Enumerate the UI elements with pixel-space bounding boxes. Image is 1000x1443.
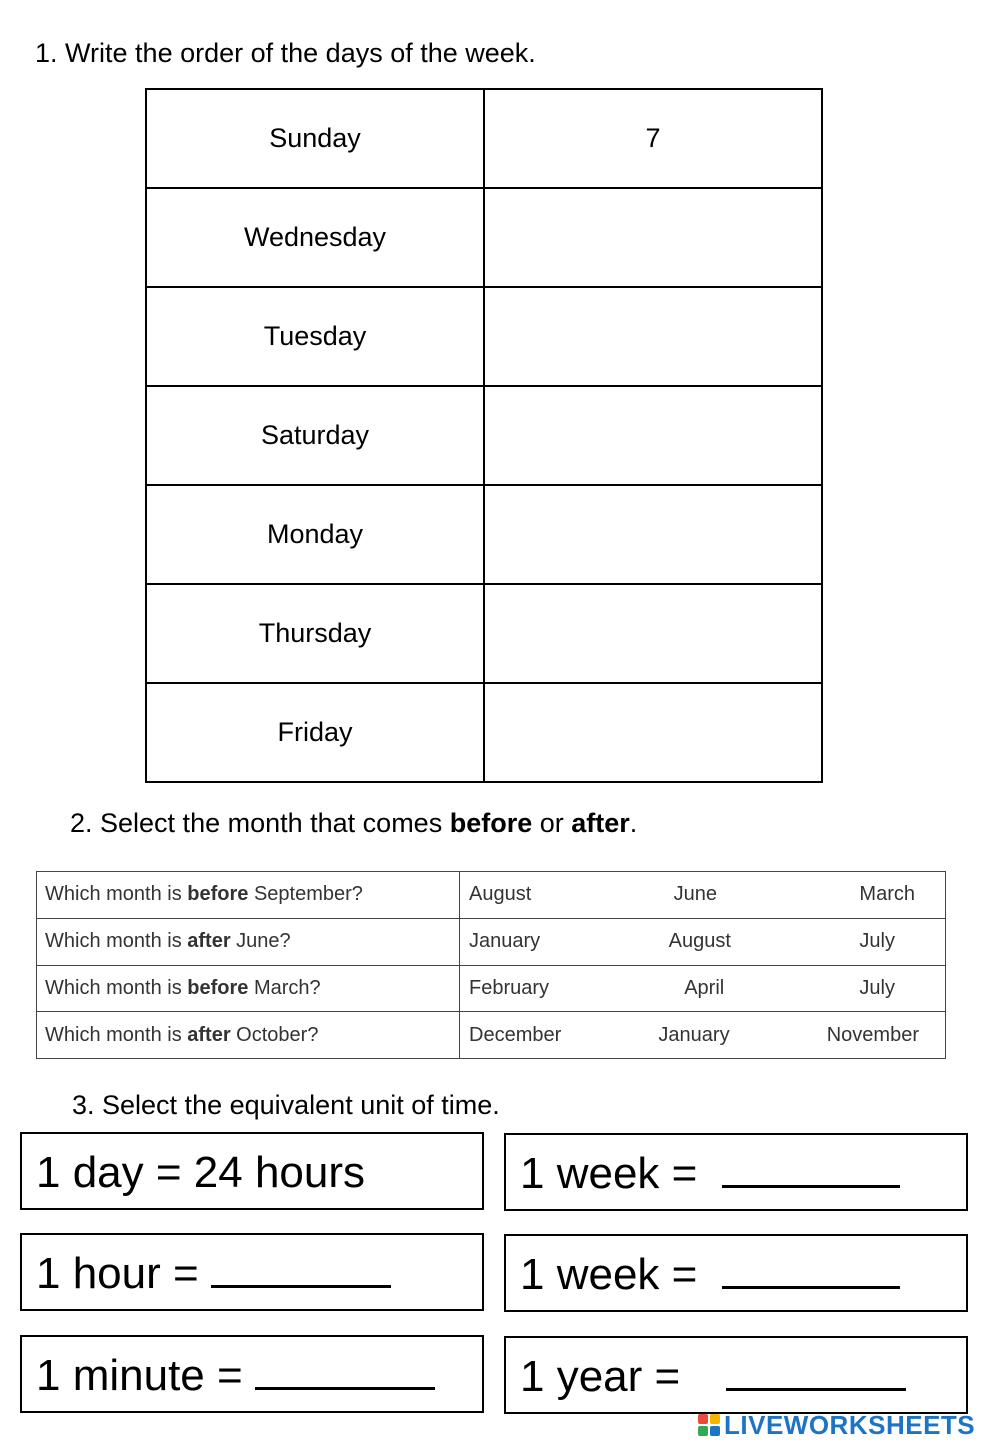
options-cell (460, 872, 946, 919)
answer-blank[interactable] (726, 1354, 906, 1391)
logo-block (698, 1414, 708, 1424)
day-cell: Sunday (146, 89, 484, 188)
question-keyword: after (187, 1023, 231, 1046)
unit-box (20, 1132, 484, 1210)
day-cell: Monday (146, 485, 484, 584)
answer-blank[interactable] (255, 1353, 435, 1390)
table-row (146, 683, 822, 782)
day-cell: Thursday (146, 584, 484, 683)
month-option[interactable]: February (469, 976, 550, 999)
days-table (145, 88, 823, 783)
table-row (146, 287, 822, 386)
day-cell: Wednesday (146, 188, 484, 287)
month-option[interactable]: July (859, 930, 895, 953)
logo-block (698, 1426, 708, 1436)
logo-block (710, 1426, 720, 1436)
answer-blank[interactable] (211, 1251, 391, 1288)
section2-title-end: . (629, 808, 638, 838)
unit-box (20, 1233, 484, 1311)
question-text: Which month is (45, 883, 188, 906)
answer-cell: 7 (484, 89, 822, 188)
answer-blank[interactable] (722, 1252, 900, 1289)
question-cell (37, 1012, 460, 1059)
unit-box-label: 1 minute = (36, 1351, 255, 1400)
answer-cell[interactable] (484, 485, 822, 584)
unit-box (504, 1234, 968, 1312)
question-keyword: before (187, 976, 249, 999)
answer-blank[interactable] (722, 1151, 900, 1188)
section3-title: 3. Select the equivalent unit of time. (72, 1090, 500, 1120)
month-option[interactable]: July (859, 976, 895, 999)
unit-box-label: 1 week = (520, 1149, 710, 1198)
month-option[interactable]: August (668, 930, 731, 953)
month-option[interactable]: June (673, 883, 718, 906)
answer-cell[interactable] (484, 683, 822, 782)
answer-cell[interactable] (484, 584, 822, 683)
answer-cell[interactable] (484, 188, 822, 287)
month-option[interactable]: August (469, 883, 532, 906)
logo-text: LIVEWORKSHEETS (724, 1409, 976, 1440)
logo-block (710, 1414, 720, 1424)
question-text: Which month is (45, 1023, 188, 1046)
section2-title-before: before (449, 808, 533, 838)
table-row (146, 584, 822, 683)
answer-input[interactable] (485, 485, 825, 584)
question-cell (37, 872, 460, 919)
table-row (37, 965, 946, 1012)
day-cell: Tuesday (146, 287, 484, 386)
section1-heading (35, 38, 536, 69)
month-option[interactable]: December (469, 1023, 562, 1046)
question-month: March? (248, 976, 321, 999)
question-cell (37, 965, 460, 1012)
section2-title-or: or (532, 808, 572, 838)
day-cell: Saturday (146, 386, 484, 485)
options-cell (460, 965, 946, 1012)
question-month: September? (248, 883, 363, 906)
section2-title-after: after (571, 808, 630, 838)
table-row (146, 89, 822, 188)
answer-input[interactable] (485, 584, 825, 683)
day-cell: Friday (146, 683, 484, 782)
answer-cell[interactable] (484, 287, 822, 386)
table-row (146, 485, 822, 584)
answer-input[interactable] (485, 287, 825, 386)
unit-box (504, 1336, 968, 1414)
unit-box (504, 1133, 968, 1211)
unit-box-label: 1 hour = (36, 1249, 211, 1298)
month-option[interactable]: January (658, 1023, 730, 1046)
question-keyword: before (187, 883, 249, 906)
answer-input[interactable] (485, 386, 825, 485)
answer-cell[interactable] (484, 386, 822, 485)
question-month: June? (230, 930, 291, 953)
unit-box-label: 1 day = 24 hours (36, 1148, 366, 1197)
options-cell (460, 918, 946, 965)
question-month: October? (230, 1023, 319, 1046)
table-row (37, 872, 946, 919)
answer-input[interactable] (485, 188, 825, 287)
liveworksheets-logo (698, 1410, 975, 1440)
question-text: Which month is (45, 930, 188, 953)
options-cell (460, 1012, 946, 1059)
question-text: Which month is (45, 976, 188, 999)
month-option[interactable]: January (469, 930, 541, 953)
question-cell (37, 918, 460, 965)
question-keyword: after (187, 930, 231, 953)
month-option[interactable]: March (859, 883, 915, 906)
months-table (36, 871, 946, 1059)
section2-heading (70, 808, 637, 839)
table-row (146, 386, 822, 485)
logo-blocks-icon (698, 1414, 720, 1436)
month-option[interactable]: November (826, 1023, 919, 1046)
table-row (37, 1012, 946, 1059)
answer-input[interactable] (485, 683, 825, 782)
section2-title-prefix: 2. Select the month that comes (70, 808, 450, 838)
section1-title: Write the order of the days of the week. (65, 38, 536, 68)
unit-box-label: 1 week = (520, 1250, 710, 1299)
unit-box-label: 1 year = (520, 1352, 693, 1401)
unit-box (20, 1335, 484, 1413)
table-row (37, 918, 946, 965)
section1-number: 1. (35, 38, 58, 68)
month-option[interactable]: April (684, 976, 725, 999)
table-row (146, 188, 822, 287)
